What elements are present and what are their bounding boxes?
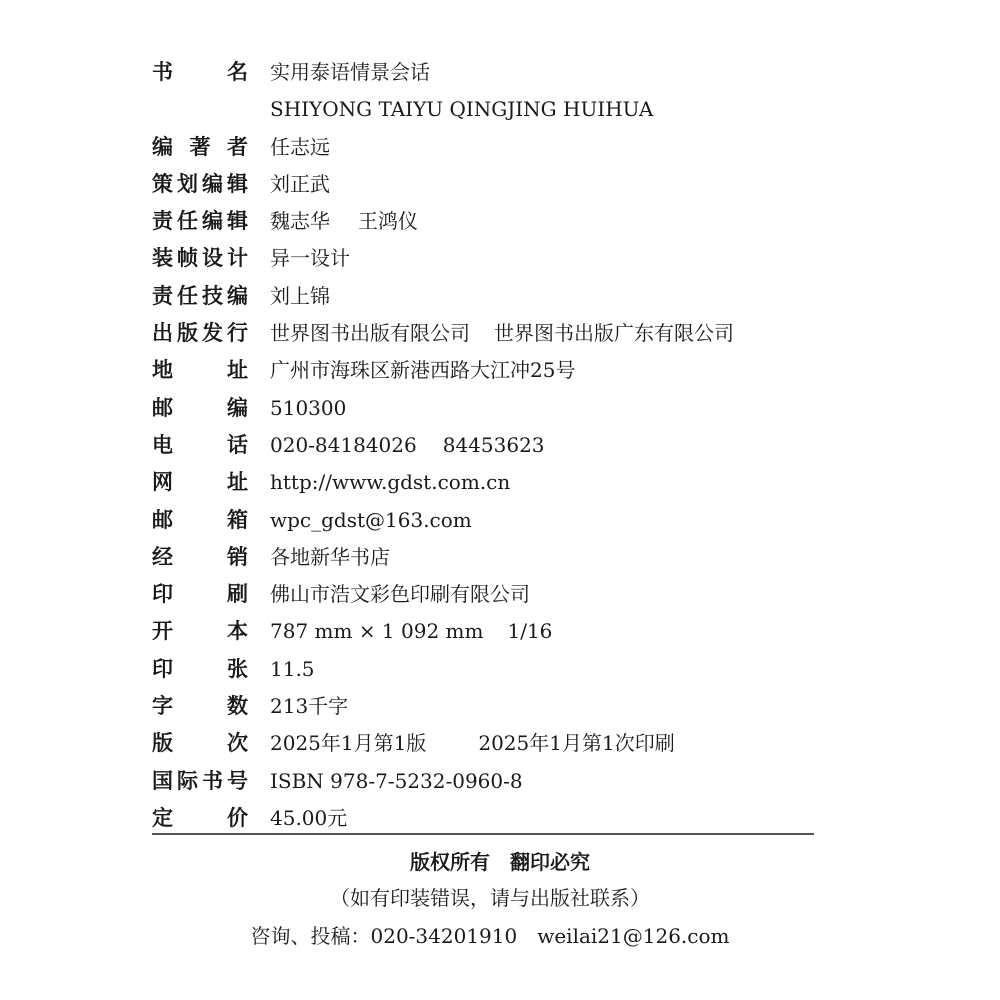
imprint-value-part: 1/16 xyxy=(507,619,553,644)
imprint-label-char: 编 xyxy=(227,283,248,308)
imprint-value xyxy=(270,427,545,464)
imprint-label xyxy=(152,763,248,800)
imprint-label-char: 策 xyxy=(152,171,173,196)
imprint-value-part: 2025年1月第1次印刷 xyxy=(478,731,675,756)
imprint-row xyxy=(152,240,852,277)
imprint-label-char: 本 xyxy=(227,619,248,644)
divider-line xyxy=(152,833,814,835)
imprint-label-char: 际 xyxy=(177,768,198,793)
imprint-label-char: 编 xyxy=(202,209,223,234)
imprint-label-char: 邮 xyxy=(152,507,173,532)
imprint-value-part: 45.00元 xyxy=(270,805,348,830)
contact-line: 咨询、投稿：020-34201910 weilai21@126.com xyxy=(250,924,730,948)
imprint-label xyxy=(152,427,248,464)
imprint-label-char: 印 xyxy=(152,656,173,681)
rights-reserved: 版权所有 翻印必究 xyxy=(410,850,590,874)
imprint-row xyxy=(152,315,852,352)
imprint-label-char: 销 xyxy=(227,544,248,569)
imprint-value-part: 2025年1月第1版 xyxy=(270,731,427,756)
imprint-label-char: 辑 xyxy=(227,209,248,234)
imprint-label-char: 帧 xyxy=(177,246,198,271)
imprint-value xyxy=(270,352,575,389)
imprint-label xyxy=(152,725,248,762)
imprint-value-part: 魏志华 xyxy=(270,209,330,234)
imprint-label-char: 责 xyxy=(152,209,173,234)
imprint-label xyxy=(152,464,248,501)
imprint-value xyxy=(270,315,734,352)
imprint-value-part: 广州市海珠区新港西路大江冲25号 xyxy=(270,358,576,383)
imprint-row xyxy=(152,129,852,166)
imprint-value xyxy=(270,651,315,688)
imprint-value xyxy=(270,129,330,166)
imprint-label xyxy=(152,278,248,315)
imprint-label-char: 书 xyxy=(152,60,173,84)
imprint-label-char: 计 xyxy=(227,246,248,271)
imprint-label-char: 址 xyxy=(227,358,248,383)
imprint-label-char: 开 xyxy=(152,619,173,644)
imprint-table xyxy=(152,54,852,837)
imprint-row xyxy=(152,725,852,762)
imprint-row xyxy=(152,390,852,427)
imprint-value-part: 异一设计 xyxy=(270,246,350,271)
imprint-value-part: 84453623 xyxy=(442,432,545,457)
imprint-value xyxy=(270,278,330,315)
imprint-value xyxy=(270,390,346,427)
imprint-label xyxy=(152,129,248,166)
imprint-label-char: 行 xyxy=(227,321,248,346)
imprint-value-part: SHIYONG TAIYU QINGJING HUIHUA xyxy=(270,97,654,122)
imprint-value-part: 世界图书出版有限公司 xyxy=(270,321,470,346)
imprint-label-char: 刷 xyxy=(227,582,248,607)
imprint-label-char: 辑 xyxy=(227,171,248,196)
imprint-label xyxy=(152,539,248,576)
imprint-value xyxy=(270,240,350,277)
imprint-label-char: 责 xyxy=(152,283,173,308)
imprint-label-char: 划 xyxy=(177,171,198,196)
imprint-label xyxy=(152,651,248,688)
imprint-label-char: 编 xyxy=(227,395,248,420)
imprint-value-part: 510300 xyxy=(270,395,347,420)
imprint-label-char: 址 xyxy=(227,470,248,495)
imprint-label-char: 任 xyxy=(177,209,198,234)
imprint-label-char: 定 xyxy=(152,805,173,830)
imprint-value xyxy=(270,464,510,501)
imprint-label-char: 印 xyxy=(152,582,173,607)
imprint-row xyxy=(152,688,852,725)
imprint-row xyxy=(152,427,852,464)
imprint-row xyxy=(152,352,852,389)
imprint-value-part: 213千字 xyxy=(270,694,349,719)
imprint-label-char: 装 xyxy=(152,246,173,271)
imprint-label-char: 名 xyxy=(227,60,248,84)
imprint-value-part: 787 mm × 1 092 mm xyxy=(270,619,484,644)
imprint-label-char: 版 xyxy=(177,321,198,346)
imprint-value-part: 王鸿仪 xyxy=(358,209,418,234)
imprint-row xyxy=(152,464,852,501)
imprint-label xyxy=(152,576,248,613)
imprint-label xyxy=(152,54,248,91)
imprint-value xyxy=(270,576,530,613)
imprint-value xyxy=(270,539,390,576)
imprint-value-part: 任志远 xyxy=(270,134,330,159)
imprint-label-char: 国 xyxy=(152,768,173,793)
imprint-value xyxy=(270,54,430,91)
imprint-label-char: 设 xyxy=(202,246,223,271)
imprint-value-part: ISBN 978-7-5232-0960-8 xyxy=(270,768,523,793)
imprint-label-char: 张 xyxy=(227,656,248,681)
imprint-label xyxy=(152,352,248,389)
imprint-row xyxy=(152,800,852,837)
imprint-row xyxy=(152,203,852,240)
imprint-value-part: 020-84184026 xyxy=(270,432,417,457)
imprint-label-char: 电 xyxy=(152,432,173,457)
imprint-label xyxy=(152,203,248,240)
imprint-label-char: 版 xyxy=(152,731,173,756)
imprint-row xyxy=(152,54,852,91)
imprint-value-part: 实用泰语情景会话 xyxy=(270,60,430,84)
imprint-label-char: 邮 xyxy=(152,395,173,420)
imprint-value-part: http://www.gdst.com.cn xyxy=(270,470,511,495)
imprint-label xyxy=(152,240,248,277)
imprint-label-char: 号 xyxy=(227,768,248,793)
imprint-value-part: wpc_gdst@163.com xyxy=(270,507,472,532)
imprint-label xyxy=(152,688,248,725)
imprint-row xyxy=(152,278,852,315)
imprint-value xyxy=(270,166,330,203)
imprint-label-char: 话 xyxy=(227,432,248,457)
imprint-label xyxy=(152,613,248,650)
imprint-label-char: 者 xyxy=(227,134,248,159)
imprint-row xyxy=(152,539,852,576)
imprint-label-char: 编 xyxy=(152,134,173,159)
imprint-label-char: 地 xyxy=(152,358,173,383)
imprint-label xyxy=(152,166,248,203)
imprint-label-char: 箱 xyxy=(227,507,248,532)
imprint-value xyxy=(270,800,347,837)
imprint-row xyxy=(152,613,852,650)
imprint-value xyxy=(270,502,472,539)
imprint-label-char: 数 xyxy=(227,694,248,719)
imprint-value-part: 刘上锦 xyxy=(270,283,330,308)
imprint-label-char: 著 xyxy=(189,134,211,159)
imprint-value-part: 11.5 xyxy=(270,656,315,681)
imprint-value-part: 世界图书出版广东有限公司 xyxy=(494,321,734,346)
imprint-value xyxy=(270,763,523,800)
imprint-label-char: 技 xyxy=(202,283,223,308)
imprint-label-char: 价 xyxy=(227,805,248,830)
imprint-row xyxy=(152,502,852,539)
imprint-value xyxy=(270,725,675,762)
imprint-label-char: 网 xyxy=(152,470,173,495)
imprint-label-char: 编 xyxy=(202,171,223,196)
imprint-label-char: 字 xyxy=(152,694,173,719)
imprint-row xyxy=(152,91,852,128)
imprint-value-part: 佛山市浩文彩色印刷有限公司 xyxy=(270,582,530,607)
imprint-value-part: 刘正武 xyxy=(270,171,330,196)
imprint-row xyxy=(152,166,852,203)
imprint-label-char: 任 xyxy=(177,283,198,308)
imprint-row xyxy=(152,763,852,800)
imprint-label xyxy=(152,315,248,352)
imprint-label xyxy=(152,502,248,539)
error-notice: （如有印装错误，请与出版社联系） xyxy=(330,886,650,910)
imprint-row xyxy=(152,651,852,688)
imprint-label-char: 经 xyxy=(152,544,173,569)
imprint-label-char: 书 xyxy=(202,768,223,793)
imprint-value xyxy=(270,203,418,240)
imprint-value-part: 各地新华书店 xyxy=(270,544,390,569)
imprint-label-char: 次 xyxy=(227,731,248,756)
imprint-label xyxy=(152,800,248,837)
imprint-value xyxy=(270,688,348,725)
imprint-label-char: 出 xyxy=(152,321,173,346)
imprint-value xyxy=(270,91,653,128)
imprint-label xyxy=(152,390,248,427)
imprint-value xyxy=(270,613,552,650)
imprint-label-char: 发 xyxy=(202,321,223,346)
imprint-row xyxy=(152,576,852,613)
